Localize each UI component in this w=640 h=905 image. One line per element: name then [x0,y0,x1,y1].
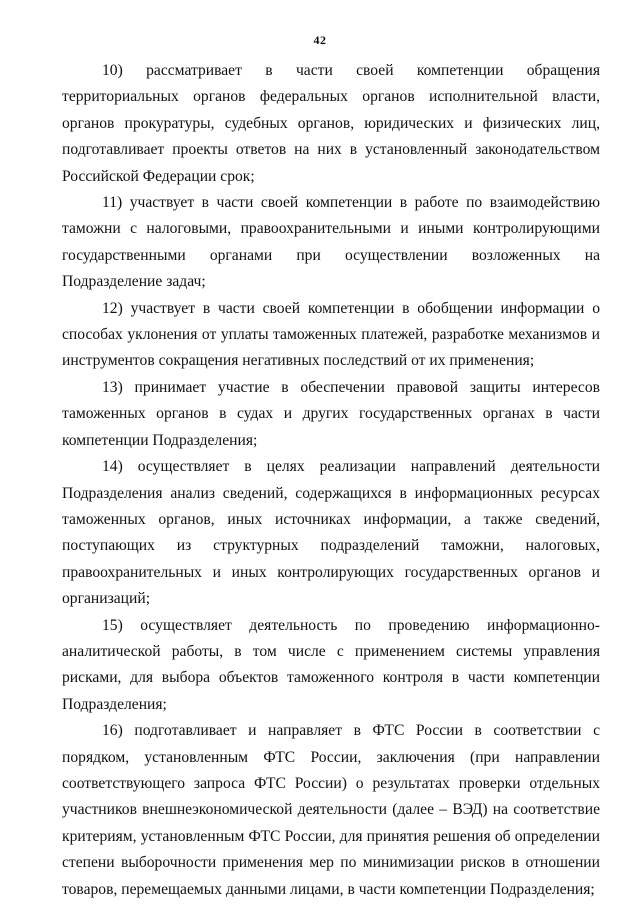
paragraph-item-15: 15) осуществляет деятельность по проведению информационно-аналитической работы, в том числе с применением системы управления рисками, для выбора объектов таможенного контроля в части компетенции Подразделения; [62,616,600,713]
paragraph-item-12: 12) участвует в части своей компетенции в обобщении информации о способах уклонения от уплаты таможенных платежей, разработке механизмов и инструментов сокращения негативных последствий от их применения; [62,299,600,370]
paragraph-item-14: 14) осуществляет в целях реализации направлений деятельности Подразделения анализ сведений, содержащихся в информационных ресурсах таможенных органов, иных источниках информации, а также сведений, поступающих из структурных подразделений таможни, налоговых, правоохранительных и иных контролирующих государственных органов и организаций; [62,458,600,608]
document-body [62,58,600,903]
paragraph-item-13: 13) принимает участие в обеспечении правовой защиты интересов таможенных органов в судах и других государственных органах в части компетенции Подразделения; [62,378,600,449]
paragraph-item-11: 11) участвует в части своей компетенции в работе по взаимодействию таможни с налоговыми, правоохранительными и иными контролирующими государственными органами при осуществлении возложенных на Подразделение задач; [62,194,600,291]
paragraph-item-16: 16) подготавливает и направляет в ФТС России в соответствии с порядком, установленным ФТС России, заключения (при направлении соответствующего запроса ФТС России) о результатах проверки отдельных участников внешнеэкономической деятельности (далее – ВЭД) на соответствие критериям, установленным ФТС России, для принятия решения об определении степени выборочности применения мер по минимизации рисков в отношении товаров, перемещаемых данными лицами, в части компетенции Подразделения; [62,722,600,898]
page-number: 42 [313,33,327,47]
paragraph-item-10: 10) рассматривает в части своей компетенции обращения территориальных органов федеральных органов исполнительной власти, органов прокуратуры, судебных органов, юридических и физических лиц, подготавливает проекты ответов на них в установленный законодательством Российской Федерации срок; [62,62,600,185]
